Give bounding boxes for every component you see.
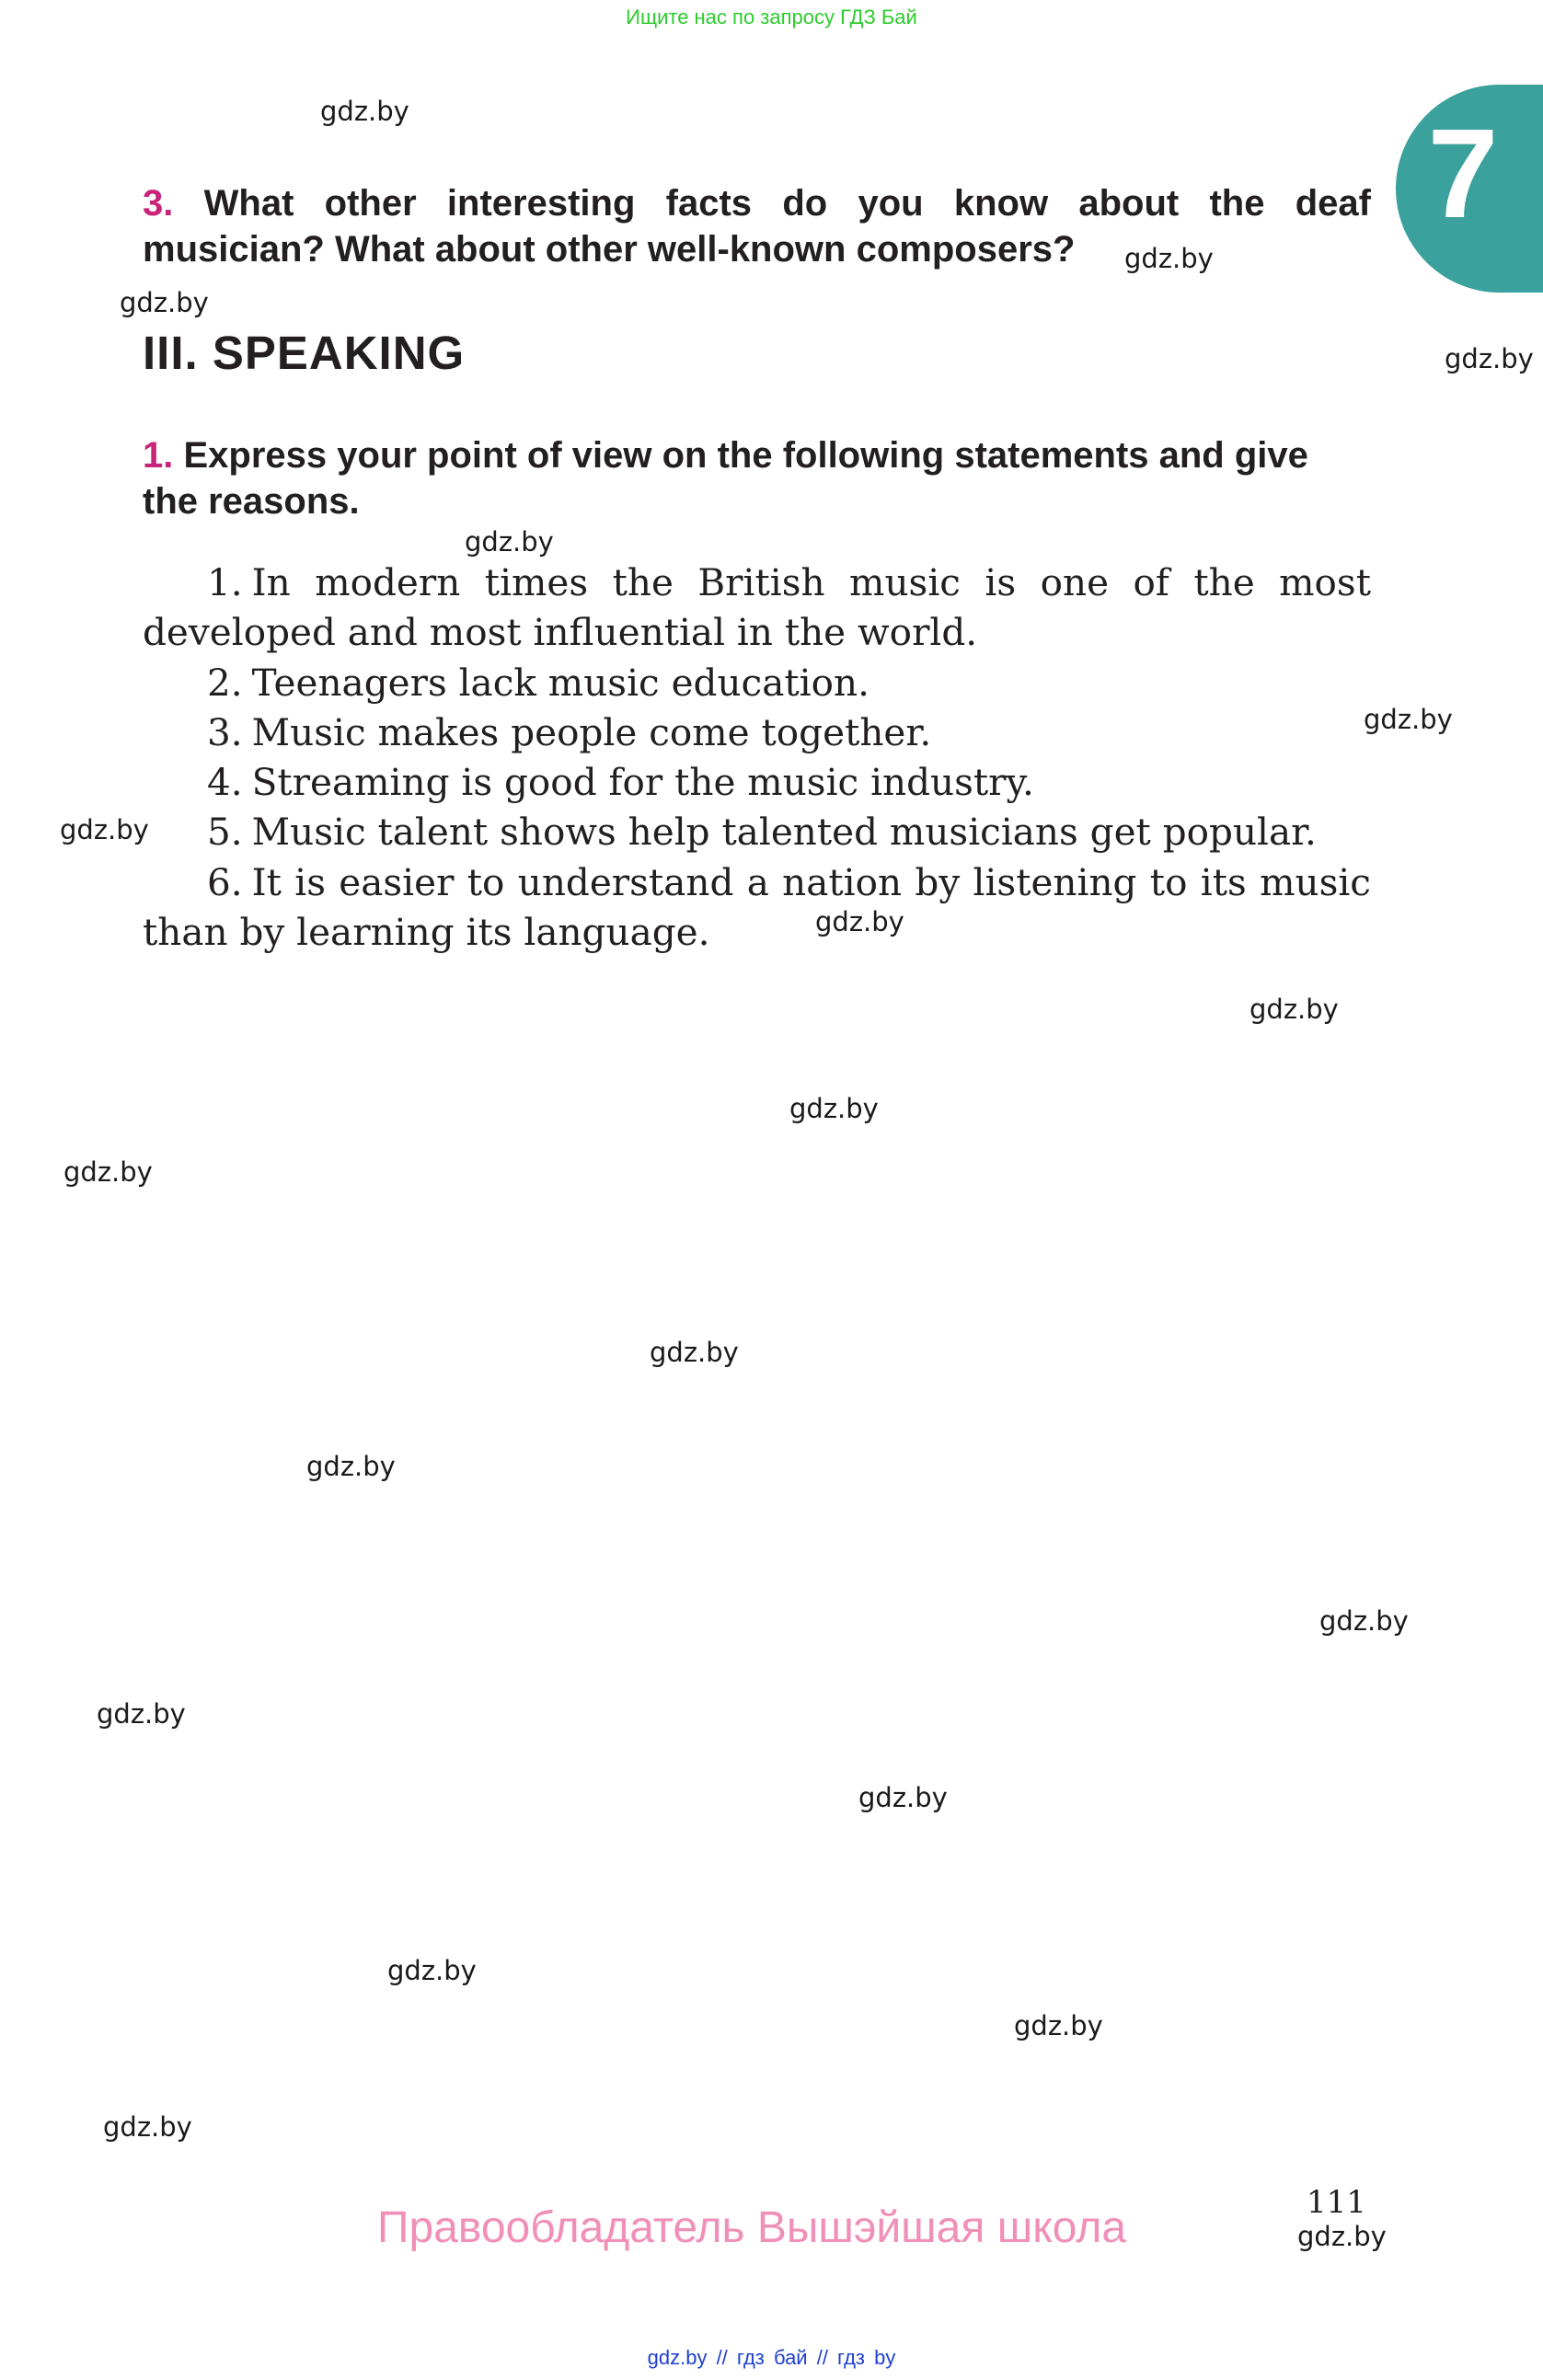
statement-number: 4. xyxy=(207,760,243,805)
watermark: gdz.by xyxy=(63,1156,153,1188)
watermark: gdz.by xyxy=(1297,2221,1387,2252)
question-1-number: 1. xyxy=(143,435,174,476)
statement-text: Streaming is good for the music industry. xyxy=(251,760,1034,805)
question-3-line-1 xyxy=(143,180,1371,226)
statement-number: 6. xyxy=(207,859,243,904)
watermark: gdz.by xyxy=(1014,2010,1103,2041)
statement xyxy=(143,757,1371,807)
watermark: gdz.by xyxy=(1319,1605,1409,1637)
statement-text: Music talent shows help talented musicians get popular. xyxy=(251,810,1317,855)
statement xyxy=(143,558,1371,658)
statement-text: Teenagers lack music education. xyxy=(251,660,869,705)
watermark: gdz.by xyxy=(1124,243,1214,274)
question-3-text-1: What other interesting facts do you know about the deaf xyxy=(203,183,1371,224)
statement-text: Music makes people come together. xyxy=(251,709,932,754)
copyright-notice: Правообладатель Вышэйшая школа xyxy=(377,2203,1127,2252)
watermark: gdz.by xyxy=(858,1782,948,1813)
footer-links[interactable]: gdz.by // гдз бай // гдз by xyxy=(647,2346,896,2369)
page-number: 111 xyxy=(1307,2184,1366,2221)
watermark: gdz.by xyxy=(1445,343,1534,374)
watermark: gdz.by xyxy=(306,1451,396,1482)
top-banner[interactable]: Ищите нас по запросу ГДЗ Бай xyxy=(626,6,917,29)
watermark: gdz.by xyxy=(1249,994,1339,1025)
watermark: gdz.by xyxy=(1364,704,1453,735)
statements-list xyxy=(143,558,1371,957)
watermark: gdz.by xyxy=(97,1698,186,1730)
statement-number: 3. xyxy=(207,709,243,754)
statement-number: 1. xyxy=(207,560,243,604)
watermark: gdz.by xyxy=(60,814,149,845)
watermark: gdz.by xyxy=(320,96,409,127)
statement-number: 2. xyxy=(207,660,243,705)
question-1 xyxy=(143,432,1371,524)
question-3-number: 3. xyxy=(143,183,174,224)
statement xyxy=(143,658,1371,707)
chapter-number: 7 xyxy=(1427,103,1499,245)
statement xyxy=(143,857,1371,958)
section-heading: III. SPEAKING xyxy=(143,327,466,379)
question-1-text: Express your point of view on the following statements and give the reasons. xyxy=(143,435,1308,522)
question-3-text-2: musician? What about other well-known composers? xyxy=(143,229,1076,270)
statement-number: 5. xyxy=(207,810,243,855)
watermark: gdz.by xyxy=(387,1955,477,1986)
watermark: gdz.by xyxy=(789,1093,879,1124)
statement xyxy=(143,707,1371,757)
watermark: gdz.by xyxy=(815,906,904,937)
statement xyxy=(143,807,1371,857)
watermark: gdz.by xyxy=(650,1337,739,1368)
watermark: gdz.by xyxy=(103,2111,192,2143)
watermark: gdz.by xyxy=(120,287,209,318)
statement-text: It is easier to understand a nation by listening to its music than by learning its language. xyxy=(143,859,1371,955)
statement-text: In modern times the British music is one of the most developed and most influential in the world. xyxy=(143,560,1371,655)
watermark: gdz.by xyxy=(465,526,554,558)
